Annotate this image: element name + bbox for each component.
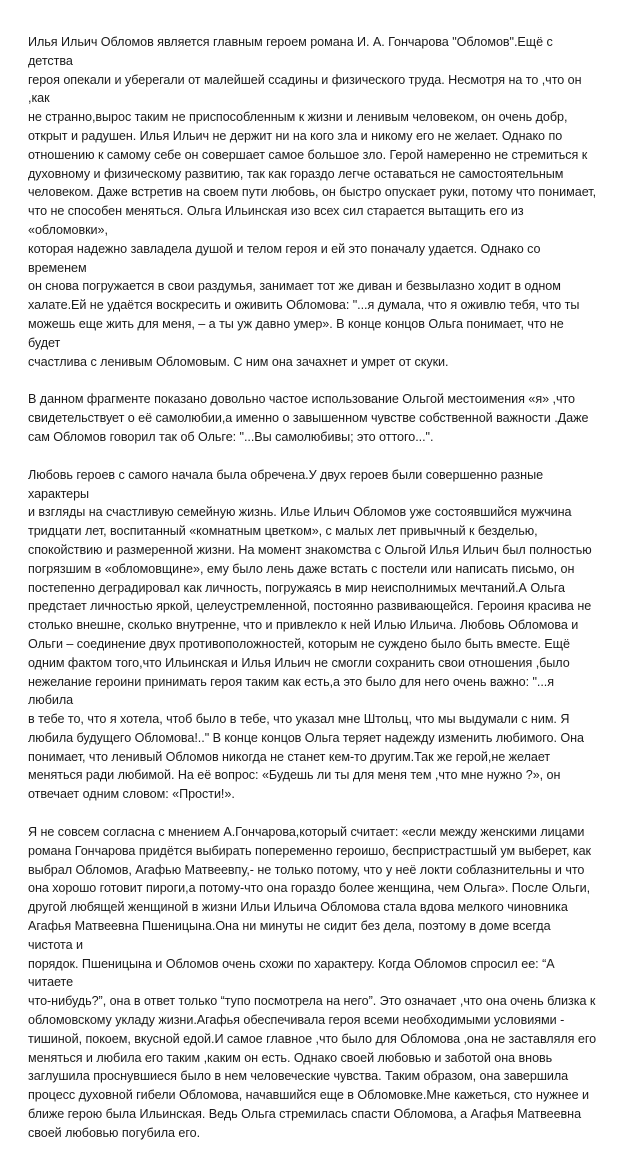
paragraph-love: Любовь героев с самого начала была обречена.У двух героев были совершенно разные характеры и взгляды на счастливую семейную жизнь. Илье Ильич Обломов уже состоявшийся мужчина тридцати лет, воспитанный «комнатным цветком», с малых лет привычный к безделью, спокойствию и размеренной жизни. На момент знакомства с Ольгой Илья Ильич был полностью погрязшим в «обломовщине», ему было лень даже встать с постели или написать письмо, он постепенно деградировал как личность, погружаясь в мир неисполнимых мечтаний.А Ольга предстает личностью яркой, целеустремленной, постоянно развивающейся. Героиня красива не столько внешне, сколько внутренне, что и привлекло к ней Илью Ильича. Любовь Обломова и Ольги – соединение двух противоположностей, которым не суждено было быть вместе. Ещё одним фактом того,что Ильинская и Илья Ильич не смогли сохранить свои отношения ,было нежелание героини принимать героя таким как есть,а это было для него очень важно: "...я любила в тебе то, что я хотела, чтоб было в тебе, что указал мне Штольц, что мы выдумали с ним. Я любила будущего Обломова!.." В конце концов Ольга теряет надежду изменить любимого. Она понимает, что ленивый Обломов никогда не станет кем-то другим.Так же герой,не желает меняться ради любимой. На её вопрос: «Будешь ли ты для меня тем ,что мне нужно ?», он отвечает одним словом: «Прости!».: [28, 467, 592, 802]
paragraph-opinion: Я не совсем согласна с мнением А.Гончарова,который считает: «если между женскими лицами романа Гончарова придётся выбирать попеременно героишо, беспристрастшый ум выберет, как выбрал Обломов, Агафью Матвеевпу,- не только потому, что у неё локти соблазнительны и что она хорошо готовит пироги,а потому-что она гораздо более женщина, чем Ольга». После Ольги, другой любящей женщиной в жизни Ильи Ильича Обломова стала вдова мелкого чиновника Агафья Матвеевна Пшеницына.Она ни минуты не сидит без дела, поэтому в доме всегда чистота и порядок. Пшеницына и Обломов очень схожи по характеру. Когда Обломов спросил ее: “А читаете что-нибудь?”, она в ответ только “тупо посмотрела на него”. Это означает ,что она очень близка к обломовскому укладу жизни.Агафья обеспечивала героя всеми необходимыми условиями - тишиной, покоем, вкусной едой.И самое главное ,что было для Обломова ,она не заставляля его меняться и любила его таким ,каким он есть. Однако своей любовью и заботой она вновь заглушила проснувшиеся было в нем человеческие чувства. Таким образом, она завершила процесс духовной гибели Обломова, начавшийся еще в Обломовке.Мне кажеться, сто нужнее и ближе герою была Ильинская. Ведь Ольга стремилась спасти Обломова, а Агафья Матвеевна своей любовью погубила его.: [28, 825, 597, 1140]
document-page: [28, 33, 598, 1162]
paragraph-fragment: В данном фрагменте показано довольно частое использование Ольгой местоимения «я» ,что свидетельствует о её самолюбии,а именно о завышенном чувстве собственной важности .Даже сам Обломов говорил так об Ольге: "...Вы самолюбивы; это оттого...".: [28, 392, 589, 444]
paragraph-intro: Илья Ильич Обломов является главным героем романа И. А. Гончарова "Обломов".Ещё с детства героя опекали и уберегали от малейшей ссадины и физического труда. Несмотря на то ,что он ,как не странно,вырос таким не приспособленным к жизни и ленивым человеком, он очень добр, открыт и радушен. Илья Ильич не держит ни на кого зла и никому его не желает. Однако по отношению к самому себе он совершает самое большое зло. Герой намеренно не стремиться к духовному и физическому развитию, так как гораздо легче оставаться не самостоятельным человеком. Даже встретив на своем пути любовь, он быстро опускает руки, потому что понимает, что не способен меняться. Ольга Ильинская изо всех сил старается вытащить его из «обломовки», которая надежно завладела душой и телом героя и ей это поначалу удается. Однако со временем он снова погружается в свои раздумья, занимает тот же диван и безвылазно ходит в одном халате.Ей не удаётся воскресить и оживить Обломова: "...я думала, что я оживлю тебя, что ты можешь еще жить для меня, – а ты уж давно умер». В конце концов Ольга понимает, что не будет счастлива с ленивым Обломовым. С ним она зачахнет и умрет от скуки.: [28, 35, 597, 369]
